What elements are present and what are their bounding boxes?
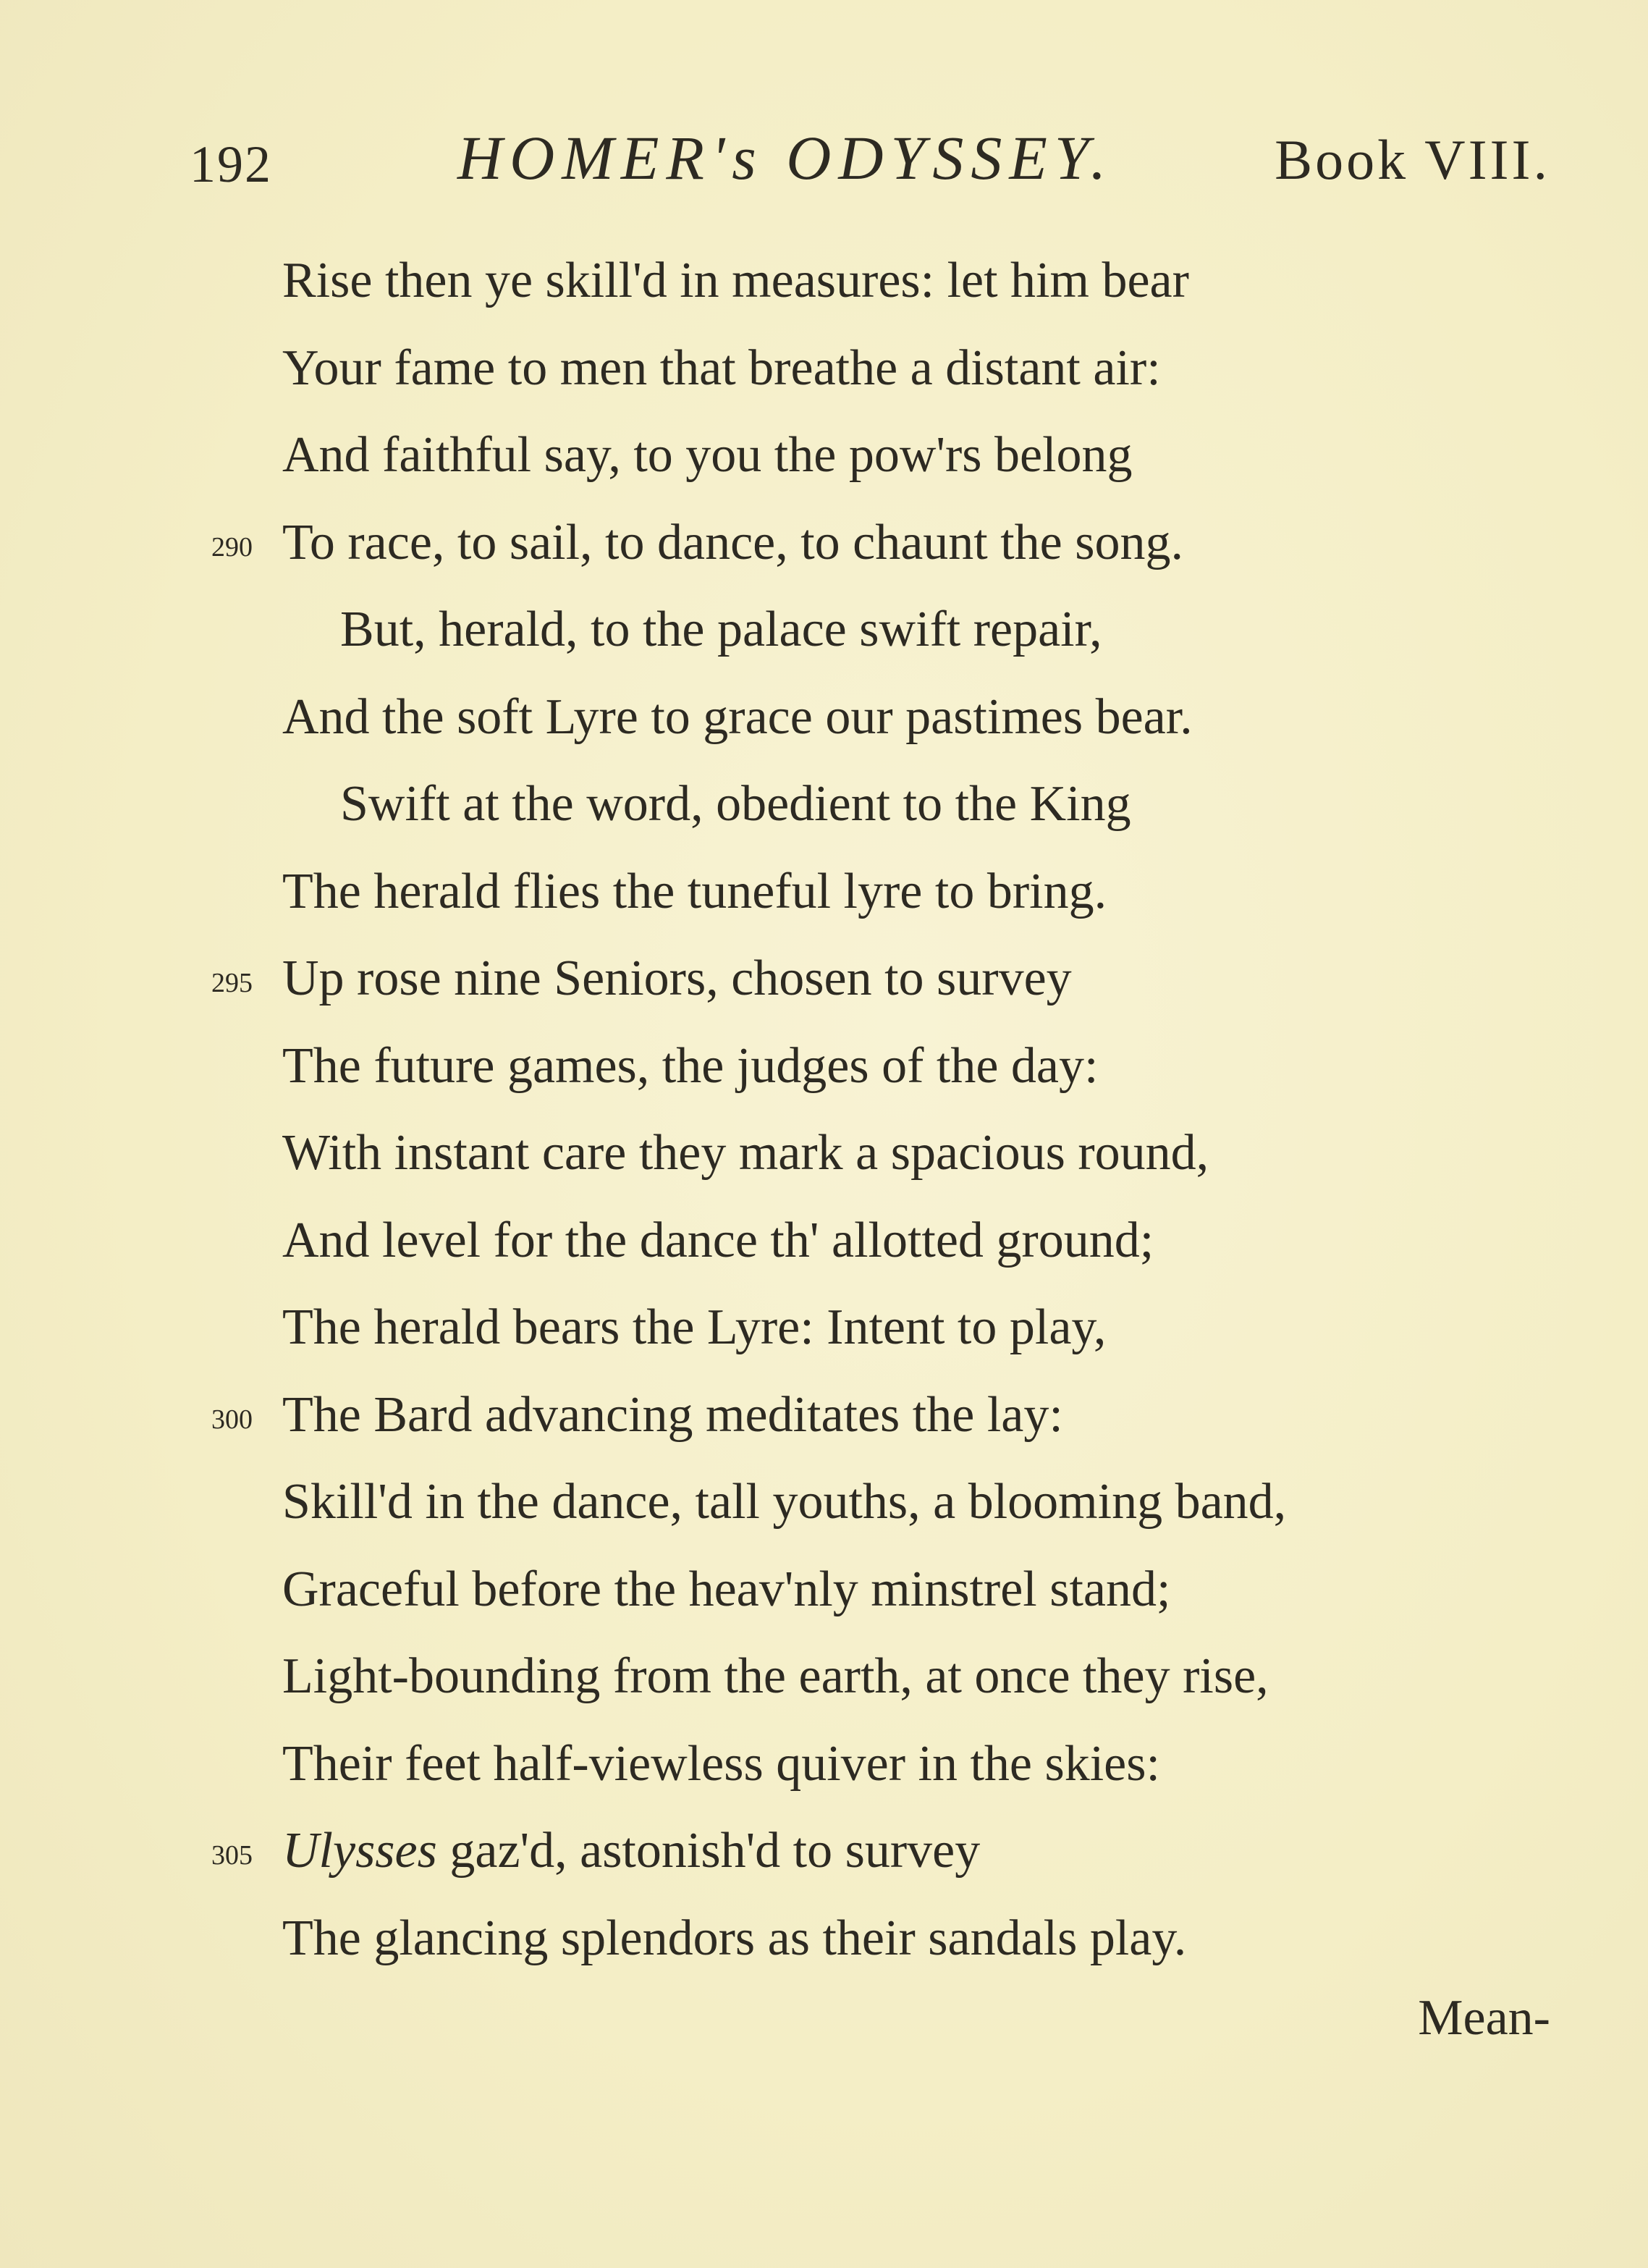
line-number: 295 <box>211 968 253 998</box>
book-label: Book VIII. <box>1275 128 1550 191</box>
verse-text: But, herald, to the palace swift repair, <box>340 602 1102 657</box>
verse-text-rest: gaz'd, astonish'd to survey <box>449 1823 981 1879</box>
verse-line <box>211 499 1585 587</box>
verse-text: Their feet half-viewless quiver in the skies: <box>282 1735 1160 1792</box>
verse-line <box>282 1546 1585 1634</box>
verse-line <box>282 1721 1585 1808</box>
page-header <box>190 122 1550 201</box>
verse-text <box>282 1823 980 1879</box>
ulysses-name: Ulysses <box>282 1823 437 1879</box>
verse-text: The glancing splendors as their sandals play. <box>282 1910 1187 1966</box>
verse-line <box>282 1895 1585 1983</box>
verse-block <box>211 237 1585 1982</box>
verse-line <box>282 761 1585 848</box>
verse-text: The herald bears the Lyre: Intent to play, <box>282 1299 1107 1355</box>
line-number: 305 <box>211 1840 253 1871</box>
verse-text: Skill'd in the dance, tall youths, a blooming band, <box>282 1474 1287 1530</box>
verse-text: The herald flies the tuneful lyre to bring. <box>282 863 1107 919</box>
verse-line <box>282 1284 1585 1372</box>
verse-line <box>211 1372 1585 1459</box>
catchword: Mean- <box>1418 1990 1550 2046</box>
verse-text: Your fame to men that breathe a distant air: <box>282 340 1161 396</box>
verse-text: With instant care they mark a spacious round, <box>282 1125 1209 1181</box>
verse-text: The Bard advancing meditates the lay: <box>282 1386 1063 1443</box>
verse-text: The future games, the judges of the day: <box>282 1037 1099 1094</box>
verse-line <box>282 1023 1585 1110</box>
verse-line <box>282 1459 1585 1546</box>
verse-line <box>282 674 1585 762</box>
verse-text: To race, to sail, to dance, to chaunt the song. <box>282 514 1183 570</box>
verse-line <box>282 237 1585 325</box>
verse-text: Graceful before the heav'nly minstrel stand; <box>282 1561 1171 1617</box>
running-title: HOMER's ODYSSEY. <box>457 123 1114 193</box>
verse-text: And the soft Lyre to grace our pastimes bear. <box>282 688 1193 745</box>
verse-line <box>282 848 1585 936</box>
verse-line <box>282 586 1585 674</box>
verse-line <box>282 412 1585 499</box>
verse-text: And faithful say, to you the pow'rs belong <box>282 427 1133 483</box>
verse-text: Swift at the word, obedient to the King <box>340 776 1131 832</box>
verse-line <box>282 1110 1585 1197</box>
verse-line <box>211 935 1585 1023</box>
line-number: 300 <box>211 1404 253 1435</box>
page-number: 192 <box>190 135 272 193</box>
verse-line <box>211 1808 1585 1895</box>
line-number: 290 <box>211 531 253 562</box>
verse-line <box>282 325 1585 413</box>
verse-line <box>282 1197 1585 1285</box>
verse-line <box>282 1633 1585 1721</box>
verse-text: And level for the dance th' allotted ground; <box>282 1212 1154 1268</box>
verse-text: Light-bounding from the earth, at once they rise, <box>282 1648 1269 1704</box>
verse-text: Rise then ye skill'd in measures: let him bear <box>282 253 1189 308</box>
verse-text: Up rose nine Seniors, chosen to survey <box>282 950 1072 1006</box>
